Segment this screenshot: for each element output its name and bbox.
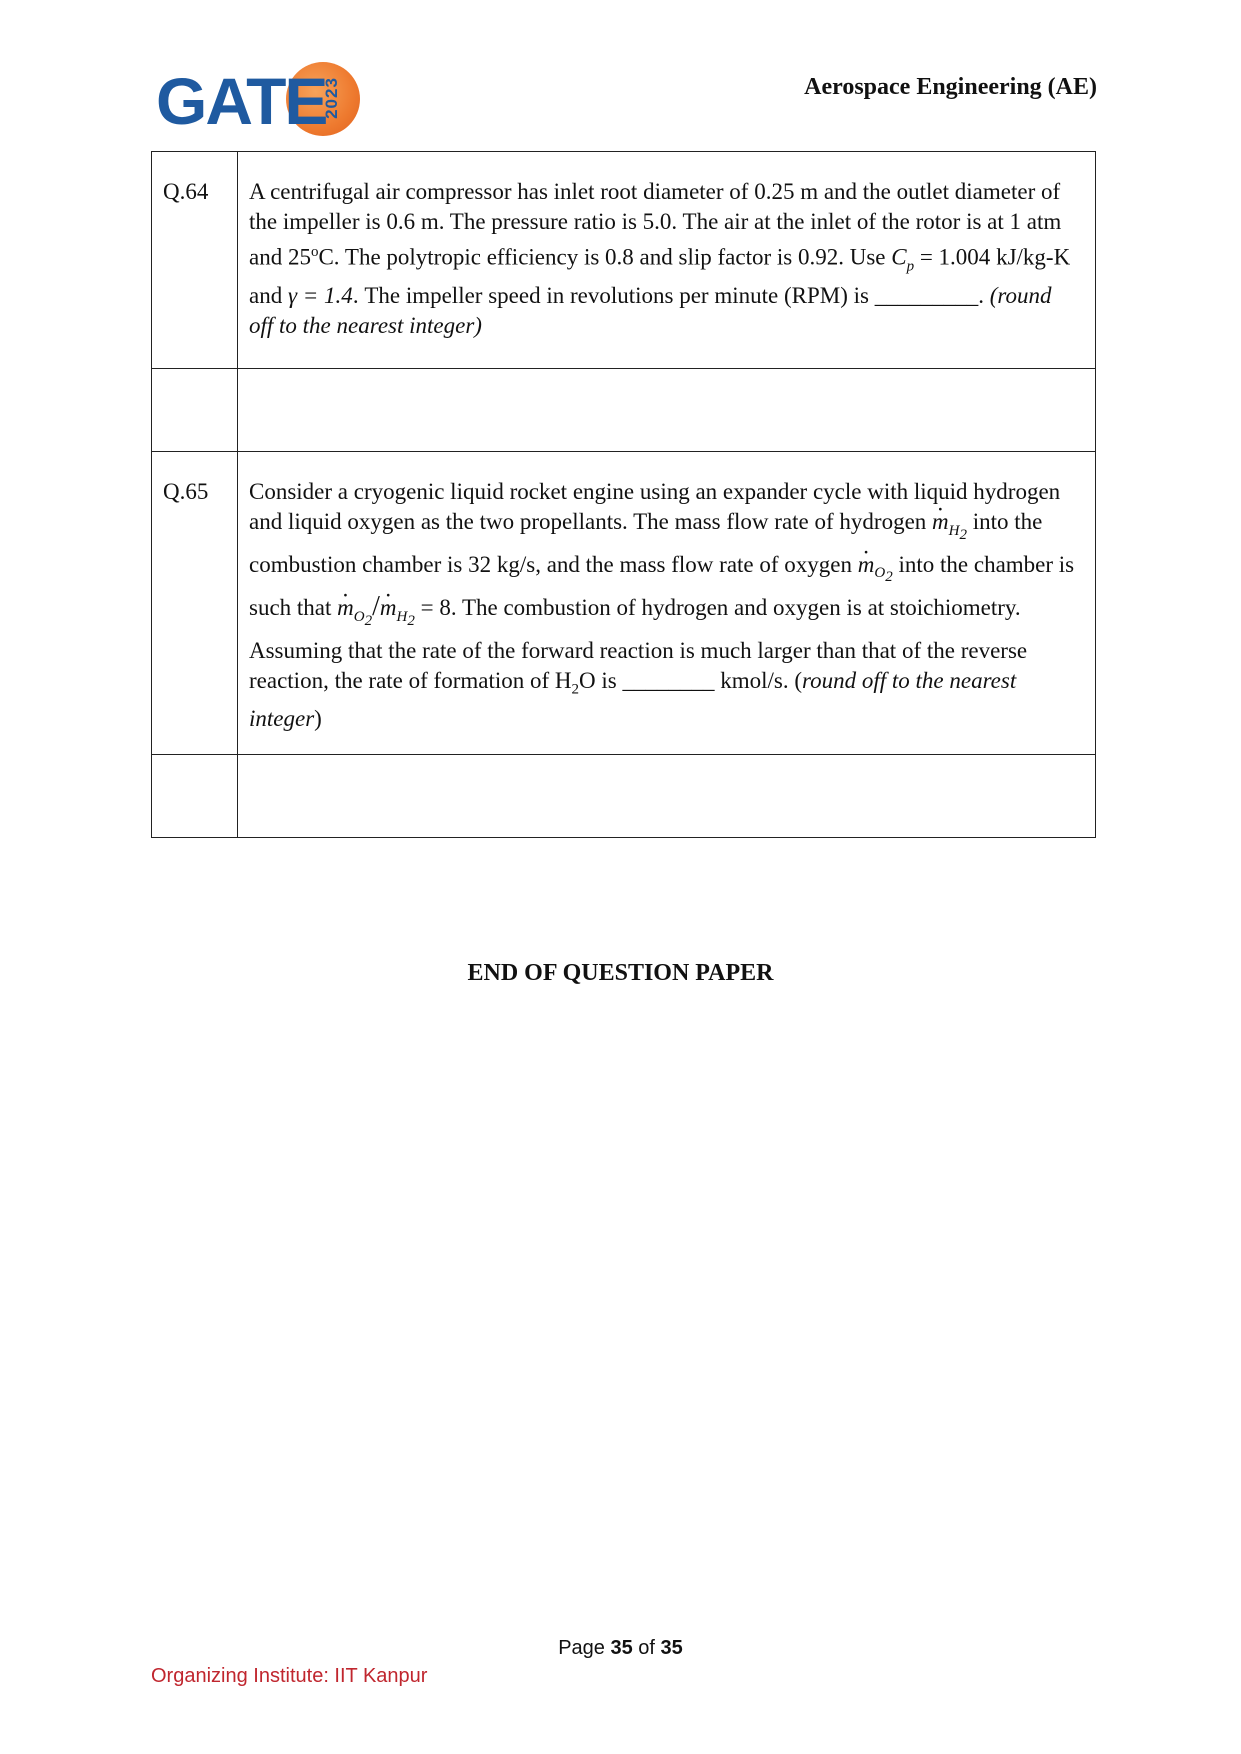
ratio-o-subsub: 2	[364, 612, 373, 629]
page-prefix: Page	[558, 1637, 611, 1659]
answer-row	[152, 369, 1096, 452]
o-subsub: 2	[885, 569, 893, 586]
blank-cell	[152, 369, 238, 452]
page-current: 35	[610, 1637, 633, 1659]
gate-logo	[156, 62, 356, 140]
question-row	[152, 452, 1096, 755]
flow-value: 32 kg/s	[468, 551, 536, 577]
q64-text-3: kJ/kg-K and	[249, 244, 1071, 309]
q64-text-2: C. The polytropic efficiency is 0.8 and slip factor is 0.92. Use	[318, 244, 892, 270]
mass-flow-hydrogen-symbol: · m	[932, 509, 949, 534]
round-off-note: round off to the nearest integer	[249, 667, 1017, 732]
h2o-subscript: 2	[571, 681, 580, 698]
question-number: Q.64	[152, 152, 238, 369]
q65-text-1: Consider a cryogenic liquid rocket engine using an expander cycle with liquid hydrogen and liquid oxygen as the two propellants. The mass flow rate of hydrogen	[249, 479, 1061, 534]
page-of: of	[632, 1637, 661, 1659]
answer-row	[152, 755, 1096, 838]
blank-cell	[238, 369, 1096, 452]
cp-subscript: p	[906, 258, 915, 275]
logo-year: 2023	[322, 77, 341, 119]
cp-value: = 1.004	[914, 244, 991, 270]
end-title: END OF QUESTION PAPER	[467, 960, 774, 986]
question-text	[238, 152, 1096, 369]
hydrogen-subscript	[948, 522, 968, 543]
h-sub: H	[948, 522, 960, 539]
page-total: 35	[660, 1637, 683, 1659]
ratio-h-sub: H	[396, 608, 408, 625]
ratio-oxygen-symbol: · m	[337, 595, 354, 620]
mass-flow-oxygen-symbol: · m	[858, 552, 875, 577]
gamma-value: γ = 1.4	[287, 283, 353, 309]
q65-text-3: , and the mass flow rate of oxygen	[535, 551, 858, 577]
q64-text-1: A centrifugal air compressor has inlet root diameter of 0.25 m and the outlet diameter of the impeller is 0.6 m. The pressure ratio is 5.0. The air at the inlet of the rotor is at 1 atm and 25	[249, 179, 1062, 270]
q65-text-7: )	[314, 706, 322, 732]
h-subsub: 2	[959, 526, 968, 543]
logo-text: GATE	[156, 64, 327, 138]
blank-cell	[152, 755, 238, 838]
question-text	[238, 452, 1096, 755]
page-number	[0, 1637, 1241, 1660]
cp-symbol: C	[891, 244, 907, 270]
q64-text-4: . The impeller speed in revolutions per minute (RPM) is _________.	[352, 283, 990, 309]
q65-text-5: . The combustion of hydrogen and oxygen is at stoichiometry. Assuming that the rate of the forward reaction is much larger than that of the reverse reaction, the rate of formation of H	[249, 595, 1028, 693]
q65-text-4: into the chamber is such that	[249, 551, 1075, 621]
question-row	[152, 152, 1096, 369]
ratio-hydrogen-subscript	[396, 608, 415, 629]
question-table	[151, 151, 1096, 838]
organizing-institute: Organizing Institute: IIT Kanpur	[151, 1665, 428, 1687]
ratio-equals: = 8	[414, 595, 451, 621]
ratio-o-sub: O	[353, 608, 365, 625]
o-sub: O	[874, 565, 886, 582]
ratio-hydrogen-symbol: · m	[380, 595, 397, 620]
ratio-slash: /	[372, 591, 380, 623]
question-number: Q.65	[152, 452, 238, 755]
ratio-h-subsub: 2	[407, 612, 415, 629]
q65-text-6: O is ________ kmol/s. (	[579, 667, 802, 693]
paper-title: Aerospace Engineering (AE)	[804, 74, 1097, 100]
q65-text-2: into the combustion chamber is	[249, 509, 1043, 577]
degree-sign: o	[310, 244, 319, 260]
blank-cell	[238, 755, 1096, 838]
round-off-note: (round off to the nearest integer)	[249, 283, 1052, 339]
oxygen-subscript	[874, 565, 893, 586]
ratio-oxygen-subscript	[353, 608, 373, 629]
